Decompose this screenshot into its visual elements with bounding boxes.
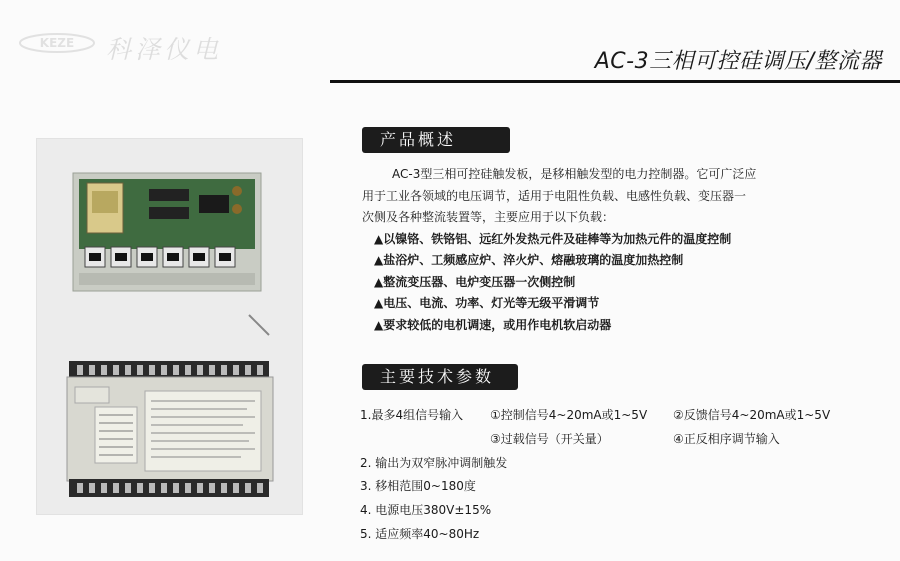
param-row <box>360 404 880 428</box>
param-row <box>360 499 880 523</box>
page-title: AC-3三相可控硅调压/整流器 <box>594 49 882 74</box>
application-list <box>362 229 862 337</box>
application-item: ▲盐浴炉、工频感应炉、淬火炉、熔融玻璃的温度加热控制 <box>374 253 684 267</box>
application-item: ▲整流变压器、电炉变压器一次侧控制 <box>374 274 576 289</box>
param-row <box>360 452 880 476</box>
param-feedback-signal: ②反馈信号4~20mA或1~5V <box>673 408 831 422</box>
svg-text:KEZE: KEZE <box>39 36 75 50</box>
brand-logo <box>18 30 298 64</box>
overview-intro-line: AC-3型三相可控硅触发板，是移相触发型的电力控制器。它可广泛应 <box>392 167 757 181</box>
overview-section <box>362 164 862 336</box>
param-row <box>360 475 880 499</box>
param-row <box>360 428 880 452</box>
overview-intro-line: 用于工业各领域的电压调节，适用于电阻性负载、电感性负载、变压器一 <box>362 188 747 203</box>
pcb-board-image <box>73 173 269 335</box>
param-item-1-label: 1.最多4组信号输入 <box>360 408 464 422</box>
params-heading: 主要技术参数 <box>362 364 518 390</box>
overview-intro-line: 次侧及各种整流装置等，主要应用于以下负载： <box>362 210 615 224</box>
params-section <box>360 404 880 547</box>
application-item: ▲要求较低的电机调速，或用作电机软启动器 <box>374 317 612 332</box>
param-row <box>360 523 880 547</box>
param-item-4: 4. 电源电压380V±15% <box>360 503 492 518</box>
brand-mark-icon <box>18 32 96 54</box>
title-divider <box>330 80 900 83</box>
param-item-2: 2. 输出为双窄脉冲调制触发 <box>360 455 508 470</box>
overview-heading: 产品概述 <box>362 127 510 153</box>
enclosure-module-image <box>67 361 273 497</box>
application-item: ▲电压、电流、功率、灯光等无级平滑调节 <box>374 296 600 310</box>
param-phase-sequence: ④正反相序调节输入 <box>673 431 780 446</box>
param-item-5: 5. 适应频率40~80Hz <box>360 526 480 541</box>
product-photo <box>36 138 303 515</box>
brand-name: 科泽仪电 <box>106 35 223 64</box>
application-item: ▲以镍铬、铁铬铝、远红外发热元件及硅棒等为加热元件的温度控制 <box>374 231 732 246</box>
param-overload-signal: ③过载信号（开关量） <box>490 431 609 446</box>
param-control-signal: ①控制信号4~20mA或1~5V <box>490 408 648 422</box>
param-item-3: 3. 移相范围0~180度 <box>360 479 476 494</box>
